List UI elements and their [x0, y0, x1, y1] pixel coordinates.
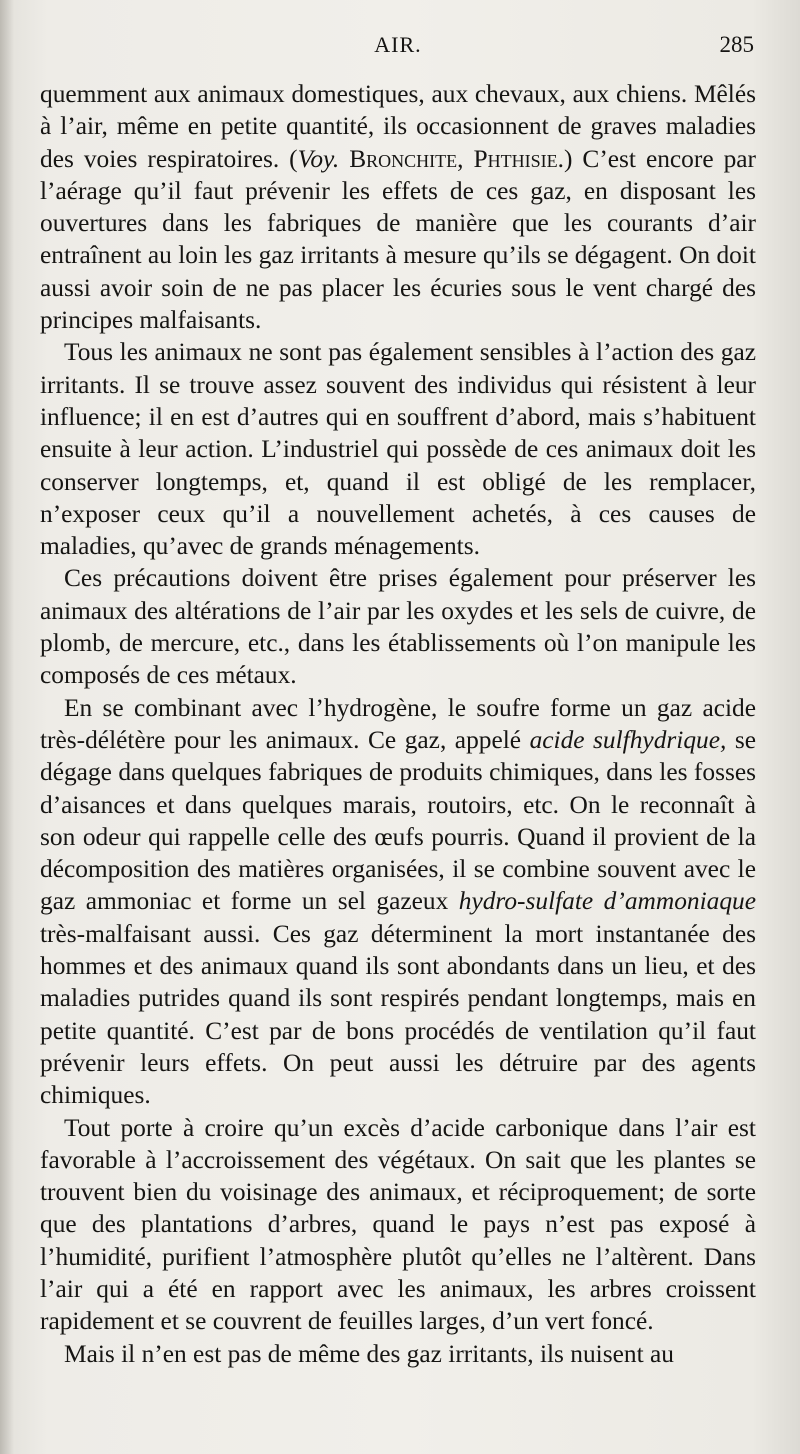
page-number: 285: [719, 32, 754, 57]
paragraph-2: Tous les animaux ne sont pas également sensibles à l’action des gaz irritants. Il se trouve assez souvent des individus qui résistent à leur influence; il en est d’autres qui en souffrent d’abord, mais s’habituent ensuite à leur action. L’industriel qui possède de ces animaux doit les conserver longtemps, et, quand il est obligé de les remplacer, n’exposer ceux qu’il a nouvellement achetés, à ces causes de maladies, qu’avec de grands ménagements.: [40, 338, 756, 561]
text-body: [40, 78, 756, 1370]
reference-separator: ,: [457, 144, 474, 173]
paragraph-4-text-a: En se combinant avec l’hydrogène, le soufre forme un gaz acide très-délétère pour les animaux. Ce gaz, appelé: [40, 693, 756, 754]
paragraph-1: [40, 78, 756, 336]
paragraph-4: [40, 692, 756, 1112]
running-head: AIR.: [374, 32, 422, 57]
page-header: [40, 30, 756, 66]
term-hydro-sulfate: hydro-sulfate d’ammoniaque: [458, 887, 756, 916]
reference-phthisie: Phthisie: [473, 144, 558, 173]
reference-bronchite: Bronchite: [349, 144, 458, 173]
term-acide-sulfhydrique: acide sulfhydrique,: [529, 725, 727, 754]
paragraph-1-text-a: quemment aux animaux domestiques, aux chevaux, aux chiens. Mêlés à l’air, même en petite quantité, ils occasionnent de graves maladies des voies respiratoires. (: [40, 80, 756, 173]
page-edge-shadow: [0, 0, 14, 1454]
paragraph-6: Mais il n’en est pas de même des gaz irritants, ils nuisent au: [64, 1339, 674, 1368]
reference-voy: Voy.: [297, 144, 340, 173]
paragraph-5: Tout porte à croire qu’un excès d’acide carbonique dans l’air est favorable à l’accroissement des végétaux. On sait que les plantes se trouvent bien du voisinage des animaux, et réciproquement; de sorte que des plantations d’arbres, quand le pays n’est pas exposé à l’humidité, purifient l’atmosphère plutôt qu’elles ne l’altèrent. Dans l’air qui a été en rapport avec les animaux, les arbres croissent rapidement et se couvrent de feuilles larges, d’un vert foncé.: [40, 1113, 756, 1336]
paragraph-1-text-b: .) C’est encore par l’aérage qu’il faut prévenir les effets de ces gaz, en disposant les ouvertures dans les fabriques de manière que les courants d’air entraînent au loin les gaz irritants à mesure qu’ils se dégagent. On doit aussi avoir soin de ne pas placer les écuries sous le vent chargé des principes malfaisants.: [40, 144, 756, 335]
paragraph-4-text-c: très-malfaisant aussi. Ces gaz déterminent la mort instantanée des hommes et des animaux quand ils sont abondants dans un lieu, et des maladies putrides quand ils sont respirés pendant longtemps, mais en petite quantité. C’est par de bons procédés de ventilation qu’il faut prévenir leurs effets. On peut aussi les détruire par des agents chimiques.: [40, 919, 756, 1110]
paragraph-3: Ces précautions doivent être prises également pour préserver les animaux des altérations de l’air par les oxydes et les sels de cuivre, de plomb, de mercure, etc., dans les établissements où l’on manipule les composés de ces métaux.: [40, 564, 756, 690]
paragraph-4-text-b: se dégage dans quelques fabriques de produits chimiques, dans les fosses d’aisances et dans quelques marais, routoirs, etc. On le reconnaît à son odeur qui rappelle celle des œufs pourris. Quand il provient de la décomposition des matières organisées, il se combine souvent avec le gaz ammoniac et forme un sel gazeux: [40, 725, 757, 916]
